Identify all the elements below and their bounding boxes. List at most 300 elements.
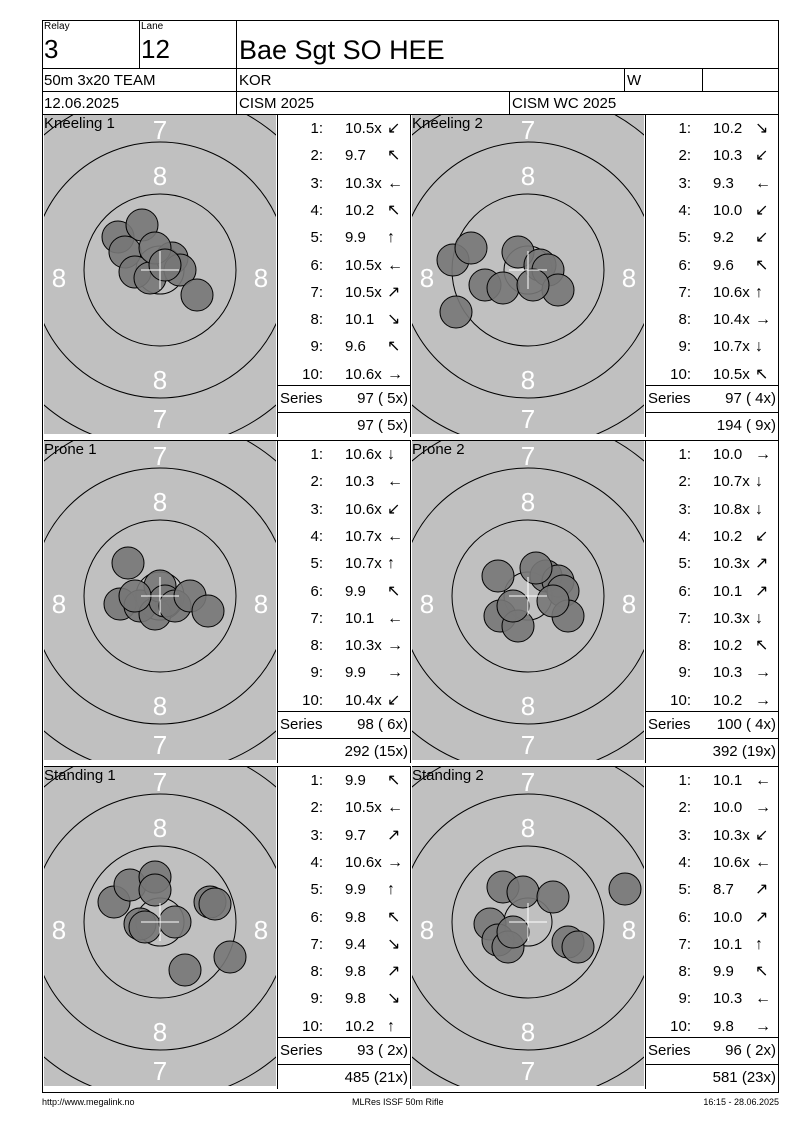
- shot-score: 10.1: [345, 311, 375, 329]
- shot-direction-icon: ↙: [387, 691, 401, 709]
- shot-score: 9.7: [345, 826, 366, 844]
- ring-number: 8: [419, 263, 435, 293]
- shot-number: 1:: [310, 772, 323, 789]
- divider: [645, 385, 779, 386]
- shot-number: 5:: [310, 229, 323, 247]
- shot-direction-icon: ↑: [387, 1017, 395, 1035]
- ring-number: 8: [621, 589, 637, 619]
- shot-score: 10.4x: [345, 691, 382, 709]
- shot-score: 9.8: [345, 908, 366, 926]
- shot-direction-icon: →: [387, 637, 403, 655]
- ring-number: 8: [419, 915, 435, 945]
- relay-label: Relay: [44, 21, 70, 32]
- shot-direction-icon: ↘: [387, 311, 401, 329]
- shot-score: 9.9: [345, 772, 366, 789]
- divider: [645, 115, 646, 437]
- series-total: 96 ( 2x): [725, 1042, 776, 1059]
- event-name: 50m 3x20 TEAM: [44, 72, 156, 89]
- shot-number: 9:: [678, 338, 691, 356]
- shot-direction-icon: ↖: [755, 963, 769, 981]
- shot-number: 10:: [670, 691, 691, 709]
- shot-number: 4:: [310, 201, 323, 219]
- shot-score: 10.1: [345, 609, 375, 627]
- target-panel: [412, 767, 644, 1086]
- shot-number: 2:: [678, 473, 691, 491]
- divider: [645, 767, 646, 1089]
- shot-score: 10.6x: [345, 446, 382, 463]
- shot-number: 3:: [310, 500, 323, 518]
- shot-score: 10.5x: [345, 283, 382, 301]
- footer-url: http://www.megalink.no: [42, 1097, 135, 1107]
- shot-direction-icon: →: [387, 365, 403, 383]
- shot-number: 10:: [670, 365, 691, 383]
- competition: CISM 2025: [239, 95, 315, 112]
- shot-score: 10.6x: [713, 283, 750, 301]
- ring-number: 8: [520, 487, 536, 517]
- shot-number: 6:: [678, 256, 691, 274]
- target-title: Standing 1: [44, 767, 116, 784]
- shot-direction-icon: ↓: [755, 473, 763, 491]
- shot-number: 1:: [678, 772, 691, 789]
- ring-number: 7: [520, 441, 536, 471]
- ring-number: 8: [51, 915, 67, 945]
- ring-number: 8: [152, 813, 168, 843]
- shot-direction-icon: ↖: [387, 147, 401, 165]
- shot-hole: [129, 911, 161, 943]
- shot-direction-icon: ↑: [387, 881, 395, 899]
- shot-number: 4:: [310, 853, 323, 871]
- shot-direction-icon: ↙: [755, 229, 769, 247]
- ring-number: 8: [520, 813, 536, 843]
- shot-score: 10.7x: [713, 473, 750, 491]
- shot-number: 10:: [302, 691, 323, 709]
- divider: [702, 68, 703, 91]
- target-face: [412, 441, 644, 760]
- shot-direction-icon: ↙: [755, 527, 769, 545]
- series-label: Series: [648, 1042, 691, 1059]
- shot-score: 10.2: [345, 201, 375, 219]
- target-panel: [44, 441, 276, 760]
- shot-number: 9:: [678, 664, 691, 682]
- shot-number: 7:: [310, 935, 323, 953]
- ring-number: 8: [152, 1017, 168, 1047]
- shot-hole: [487, 272, 519, 304]
- shot-score: 9.9: [345, 229, 366, 247]
- shot-direction-icon: ↑: [387, 555, 395, 573]
- shot-score: 9.9: [713, 963, 734, 981]
- ring-number: 7: [152, 1056, 168, 1086]
- ring-number: 8: [253, 263, 269, 293]
- ring-number: 7: [520, 115, 536, 145]
- shot-number: 2:: [310, 147, 323, 165]
- shot-direction-icon: ↖: [755, 365, 769, 383]
- shot-score: 10.7x: [713, 338, 750, 356]
- shot-direction-icon: ↘: [387, 935, 401, 953]
- series-label: Series: [648, 390, 691, 407]
- running-total: 392 (19x): [712, 743, 776, 760]
- shot-direction-icon: ↖: [387, 201, 401, 219]
- target-face: [44, 115, 276, 434]
- shot-number: 7:: [310, 283, 323, 301]
- shot-direction-icon: ↙: [755, 826, 769, 844]
- shot-direction-icon: ↙: [387, 500, 401, 518]
- shot-number: 1:: [310, 120, 323, 137]
- shot-score: 10.2: [713, 637, 743, 655]
- divider: [277, 412, 411, 413]
- target-panel: [412, 441, 644, 760]
- divider: [42, 68, 779, 69]
- shot-direction-icon: ←: [387, 799, 403, 817]
- shot-number: 4:: [678, 853, 691, 871]
- shot-direction-icon: ↗: [387, 963, 401, 981]
- divider: [410, 767, 411, 1089]
- shot-number: 10:: [302, 365, 323, 383]
- shot-hole: [517, 269, 549, 301]
- ring-number: 8: [152, 365, 168, 395]
- relay-number: 3: [44, 34, 59, 64]
- shot-score: 10.5x: [713, 365, 750, 383]
- shot-number: 8:: [678, 311, 691, 329]
- footer-timestamp: 16:15 - 28.06.2025: [703, 1097, 779, 1107]
- shot-number: 6:: [310, 908, 323, 926]
- ring-number: 7: [152, 767, 168, 797]
- shot-direction-icon: ↘: [387, 990, 401, 1008]
- shot-direction-icon: ↑: [755, 283, 763, 301]
- series-total: 100 ( 4x): [716, 716, 776, 733]
- shot-number: 2:: [310, 473, 323, 491]
- shot-number: 10:: [302, 1017, 323, 1035]
- divider: [277, 711, 411, 712]
- shot-number: 9:: [310, 990, 323, 1008]
- shot-direction-icon: ↓: [755, 500, 763, 518]
- shot-number: 3:: [678, 826, 691, 844]
- shot-direction-icon: →: [755, 691, 771, 709]
- shot-hole: [149, 249, 181, 281]
- shot-direction-icon: ↑: [755, 935, 763, 953]
- shot-score: 10.3: [345, 473, 375, 491]
- shot-number: 5:: [678, 229, 691, 247]
- divider: [277, 385, 411, 386]
- divider: [645, 738, 779, 739]
- athlete-name: Bae Sgt SO HEE: [239, 35, 445, 65]
- shot-score: 10.0: [713, 799, 743, 817]
- series-label: Series: [280, 716, 323, 733]
- shot-direction-icon: ↗: [755, 908, 769, 926]
- shot-score: 10.6x: [345, 365, 382, 383]
- shot-direction-icon: ↙: [755, 147, 769, 165]
- ring-number: 8: [152, 487, 168, 517]
- shot-number: 1:: [678, 446, 691, 463]
- target-title: Kneeling 1: [44, 115, 115, 132]
- shot-score: 10.5x: [345, 120, 382, 137]
- shot-hole: [112, 547, 144, 579]
- series-label: Series: [280, 390, 323, 407]
- ring-number: 8: [51, 589, 67, 619]
- series-total: 97 ( 4x): [725, 390, 776, 407]
- shot-direction-icon: ↓: [755, 338, 763, 356]
- shot-number: 3:: [678, 174, 691, 192]
- shot-hole: [199, 888, 231, 920]
- shot-number: 8:: [310, 963, 323, 981]
- shot-score: 10.1: [713, 582, 743, 600]
- shot-direction-icon: →: [755, 446, 771, 463]
- shot-number: 1:: [678, 120, 691, 137]
- date: 12.06.2025: [44, 95, 120, 112]
- shot-score: 9.7: [345, 147, 366, 165]
- ring-number: 8: [152, 691, 168, 721]
- ring-number: 8: [520, 691, 536, 721]
- shot-direction-icon: ↓: [387, 446, 395, 463]
- ring-number: 8: [520, 365, 536, 395]
- divider: [645, 441, 646, 763]
- series-label: Series: [280, 1042, 323, 1059]
- shot-direction-icon: ←: [755, 174, 771, 192]
- divider: [645, 711, 779, 712]
- shot-number: 2:: [310, 799, 323, 817]
- shot-score: 10.1: [713, 772, 743, 789]
- shot-number: 3:: [310, 174, 323, 192]
- shot-direction-icon: ←: [387, 174, 403, 192]
- shot-number: 9:: [310, 338, 323, 356]
- nation: KOR: [239, 72, 272, 89]
- series-total: 93 ( 2x): [357, 1042, 408, 1059]
- shot-hole: [537, 585, 569, 617]
- shot-score: 10.6x: [345, 853, 382, 871]
- shot-number: 4:: [678, 527, 691, 545]
- shot-score: 9.6: [713, 256, 734, 274]
- shot-direction-icon: ↙: [755, 201, 769, 219]
- ring-number: 7: [152, 404, 168, 434]
- shot-score: 9.2: [713, 229, 734, 247]
- series-total: 97 ( 5x): [357, 390, 408, 407]
- shot-number: 8:: [310, 637, 323, 655]
- divider: [42, 91, 779, 92]
- shot-number: 2:: [678, 799, 691, 817]
- running-total: 194 ( 9x): [716, 417, 776, 434]
- shot-score: 10.5x: [345, 256, 382, 274]
- shot-number: 1:: [310, 446, 323, 463]
- shot-score: 9.4: [345, 935, 366, 953]
- ring-number: 7: [152, 730, 168, 760]
- shot-number: 3:: [678, 500, 691, 518]
- shot-hole: [562, 931, 594, 963]
- shot-number: 9:: [310, 664, 323, 682]
- target-face: [44, 767, 276, 1086]
- shot-score: 10.7x: [345, 527, 382, 545]
- shot-number: 8:: [678, 637, 691, 655]
- shot-hole: [497, 916, 529, 948]
- shot-hole: [507, 876, 539, 908]
- target-panel: [44, 115, 276, 434]
- series-label: Series: [648, 716, 691, 733]
- divider: [645, 1064, 779, 1065]
- shot-score: 10.0: [713, 446, 743, 463]
- shot-number: 8:: [678, 963, 691, 981]
- shot-number: 5:: [678, 881, 691, 899]
- shot-score: 10.3x: [345, 637, 382, 655]
- shot-direction-icon: ↗: [755, 555, 769, 573]
- shot-score: 10.0: [713, 201, 743, 219]
- shot-score: 9.8: [713, 1017, 734, 1035]
- shot-direction-icon: ←: [387, 609, 403, 627]
- shot-number: 5:: [310, 881, 323, 899]
- divider: [645, 412, 779, 413]
- target-title: Kneeling 2: [412, 115, 483, 132]
- shot-hole: [181, 279, 213, 311]
- shot-score: 10.8x: [713, 500, 750, 518]
- target-title: Prone 2: [412, 441, 465, 458]
- divider: [410, 115, 411, 437]
- shot-direction-icon: ↑: [387, 229, 395, 247]
- shot-direction-icon: ↗: [387, 283, 401, 301]
- target-panel: [44, 767, 276, 1086]
- divider: [277, 115, 278, 437]
- shot-score: 10.2: [345, 1017, 375, 1035]
- shot-number: 10:: [670, 1017, 691, 1035]
- ring-number: 8: [253, 589, 269, 619]
- shot-score: 10.3: [713, 990, 743, 1008]
- shot-score: 10.6x: [345, 500, 382, 518]
- shot-score: 10.6x: [713, 853, 750, 871]
- ring-number: 7: [152, 115, 168, 145]
- shot-number: 5:: [678, 555, 691, 573]
- shot-direction-icon: ↓: [755, 609, 763, 627]
- shot-score: 9.6: [345, 338, 366, 356]
- shot-direction-icon: ↖: [755, 637, 769, 655]
- shot-direction-icon: ↘: [755, 120, 769, 137]
- lane-number: 12: [141, 34, 170, 64]
- ring-number: 7: [520, 1056, 536, 1086]
- shot-score: 8.7: [713, 881, 734, 899]
- shot-score: 10.2: [713, 120, 743, 137]
- divider: [277, 738, 411, 739]
- shot-direction-icon: →: [755, 311, 771, 329]
- shot-hole: [139, 874, 171, 906]
- footer-software: MLRes ISSF 50m Rifle: [352, 1097, 444, 1107]
- shot-score: 9.9: [345, 881, 366, 899]
- shot-hole: [169, 954, 201, 986]
- shot-number: 2:: [678, 147, 691, 165]
- running-total: 292 (15x): [344, 743, 408, 760]
- target-title: Prone 1: [44, 441, 97, 458]
- target-face: [44, 441, 276, 760]
- shot-direction-icon: →: [755, 1017, 771, 1035]
- shot-score: 10.0: [713, 908, 743, 926]
- shot-hole: [440, 296, 472, 328]
- target-panel: [412, 115, 644, 434]
- shot-direction-icon: ↗: [755, 881, 769, 899]
- shot-direction-icon: ↖: [387, 582, 401, 600]
- divider: [277, 1037, 411, 1038]
- shot-score: 10.3: [713, 147, 743, 165]
- divider: [277, 441, 278, 763]
- shot-score: 10.3x: [713, 826, 750, 844]
- shot-score: 10.7x: [345, 555, 382, 573]
- shot-number: 7:: [310, 609, 323, 627]
- shot-number: 3:: [310, 826, 323, 844]
- shot-direction-icon: ←: [755, 990, 771, 1008]
- shot-score: 10.3: [713, 664, 743, 682]
- shot-number: 7:: [678, 935, 691, 953]
- shot-direction-icon: ↙: [387, 120, 401, 137]
- gender: W: [627, 72, 642, 89]
- divider: [139, 20, 140, 68]
- running-total: 97 ( 5x): [357, 417, 408, 434]
- shot-number: 4:: [678, 201, 691, 219]
- ring-number: 8: [253, 915, 269, 945]
- ring-number: 7: [520, 404, 536, 434]
- shot-score: 9.8: [345, 990, 366, 1008]
- ring-number: 8: [520, 161, 536, 191]
- ring-number: 7: [520, 767, 536, 797]
- shot-hole: [537, 881, 569, 913]
- divider: [277, 767, 278, 1089]
- shot-direction-icon: →: [755, 799, 771, 817]
- shot-direction-icon: ←: [387, 256, 403, 274]
- shot-score: 10.2: [713, 527, 743, 545]
- lane-label: Lane: [141, 21, 164, 32]
- shot-number: 4:: [310, 527, 323, 545]
- shot-score: 9.9: [345, 664, 366, 682]
- divider: [277, 1064, 411, 1065]
- ring-number: 7: [152, 441, 168, 471]
- running-total: 581 (23x): [712, 1069, 776, 1086]
- shot-hole: [455, 232, 487, 264]
- target-face: [412, 115, 644, 434]
- shot-score: 10.5x: [345, 799, 382, 817]
- shot-hole: [520, 552, 552, 584]
- ring-number: 8: [621, 263, 637, 293]
- shot-direction-icon: ←: [755, 772, 771, 789]
- shot-score: 9.8: [345, 963, 366, 981]
- shot-score: 9.9: [345, 582, 366, 600]
- target-title: Standing 2: [412, 767, 484, 784]
- shot-direction-icon: ↗: [755, 582, 769, 600]
- shot-direction-icon: ←: [755, 853, 771, 871]
- series-total: 98 ( 6x): [357, 716, 408, 733]
- shot-number: 7:: [678, 609, 691, 627]
- shot-direction-icon: →: [387, 664, 403, 682]
- divider: [236, 20, 237, 114]
- shot-score: 10.1: [713, 935, 743, 953]
- shot-direction-icon: ↖: [387, 338, 401, 356]
- divider: [624, 68, 625, 91]
- shot-direction-icon: ↖: [387, 772, 401, 789]
- divider: [509, 91, 510, 114]
- ring-number: 8: [621, 915, 637, 945]
- divider: [410, 441, 411, 763]
- divider: [645, 1037, 779, 1038]
- divider: [778, 767, 779, 1089]
- shot-direction-icon: →: [755, 664, 771, 682]
- shot-score: 10.3x: [713, 609, 750, 627]
- shot-number: 7:: [678, 283, 691, 301]
- shot-number: 6:: [678, 582, 691, 600]
- shot-score: 9.3: [713, 174, 734, 192]
- ring-number: 8: [51, 263, 67, 293]
- shot-score: 10.2: [713, 691, 743, 709]
- shot-number: 6:: [310, 582, 323, 600]
- shot-number: 6:: [310, 256, 323, 274]
- ring-number: 8: [520, 1017, 536, 1047]
- shot-hole: [192, 595, 224, 627]
- shot-hole: [609, 873, 641, 905]
- shot-direction-icon: ↖: [387, 908, 401, 926]
- shot-hole: [482, 560, 514, 592]
- match-name: CISM WC 2025: [512, 95, 617, 112]
- divider: [778, 441, 779, 763]
- shot-direction-icon: ←: [387, 527, 403, 545]
